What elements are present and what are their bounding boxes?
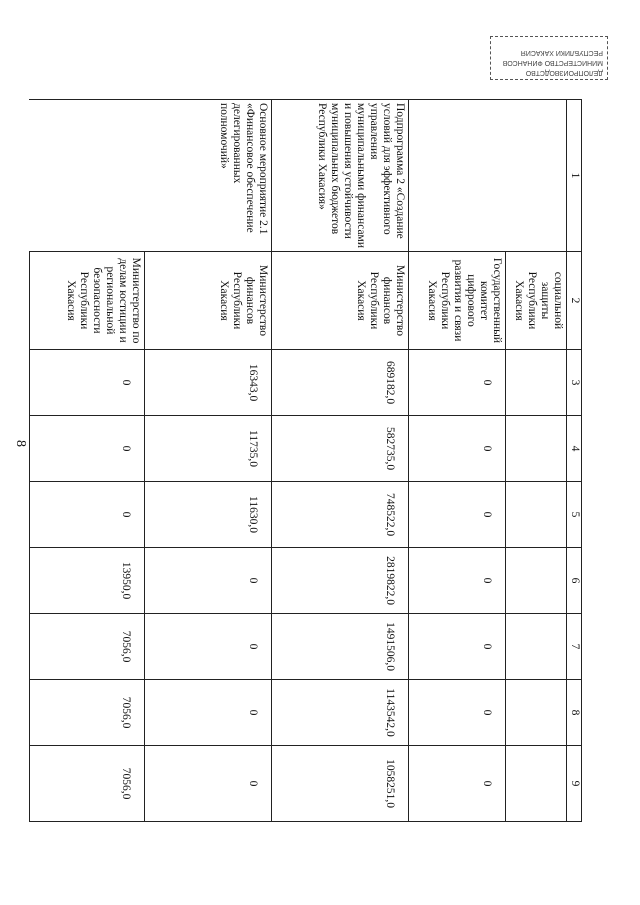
value-cell [506,680,567,746]
value-cell: 689182,0 [272,350,409,416]
value-cell: 0 [30,350,145,416]
column-header: 7 [567,614,582,680]
column-header: 8 [567,680,582,746]
program-name-cell: Подпрограмма 2 «Создание условий для эффективного управления муниципальными финансами и повышения устойчивости муниципальных бюджетов Республики Хакасия» [272,100,409,252]
column-header: 4 [567,416,582,482]
department-cell: Министерство финансов Республики Хакасия [272,252,409,350]
value-cell [506,548,567,614]
stamp-line: МИНИСТЕРСТВО ФИНАНСОВ [502,59,603,66]
page-number: 8 [13,440,28,447]
value-cell: 582735,0 [272,416,409,482]
value-cell: 0 [409,350,506,416]
value-cell [506,350,567,416]
department-cell: Государственный комитет цифрового развития и связи Республики Хакасия [409,252,506,350]
program-name-cell [409,100,567,252]
value-cell: 0 [409,416,506,482]
value-cell [506,614,567,680]
table-row [272,100,409,822]
value-cell: 0 [145,746,272,822]
value-cell: 1143542,0 [272,680,409,746]
financing-table-container [65,99,582,821]
value-cell: 0 [409,482,506,548]
registration-stamp [490,36,608,80]
value-cell: 7056,0 [30,680,145,746]
column-header: 5 [567,482,582,548]
value-cell: 13950,0 [30,548,145,614]
value-cell: 0 [30,482,145,548]
value-cell: 0 [30,416,145,482]
column-header: 1 [567,100,582,252]
column-header: 9 [567,746,582,822]
value-cell: 7056,0 [30,614,145,680]
value-cell: 1058251,0 [272,746,409,822]
value-cell: 0 [145,614,272,680]
column-header: 2 [567,252,582,350]
value-cell: 748522,0 [272,482,409,548]
value-cell: 0 [145,680,272,746]
column-header: 3 [567,350,582,416]
value-cell: 0 [409,680,506,746]
value-cell: 0 [409,548,506,614]
department-cell: Министерство финансов Республики Хакасия [145,252,272,350]
value-cell: 0 [409,746,506,822]
department-cell: Министерство по делам юстиции и региональной безопасности Республики Хакасия [30,252,145,350]
table-row [145,100,272,822]
table-row [506,100,567,822]
value-cell: 11735,0 [145,416,272,482]
value-cell [506,482,567,548]
value-cell: 11630,0 [145,482,272,548]
program-name-cell: Основное мероприятие 2.1 «Финансовое обеспечение делегированных полномочий» [30,100,272,252]
value-cell: 0 [145,548,272,614]
value-cell: 7056,0 [30,746,145,822]
financing-table [29,99,582,822]
value-cell [506,416,567,482]
value-cell: 0 [409,614,506,680]
header-row [567,100,582,822]
column-header: 6 [567,548,582,614]
value-cell: 1491506,0 [272,614,409,680]
value-cell [506,746,567,822]
value-cell: 2819822,0 [272,548,409,614]
department-cell: социальной защиты Республики Хакасия [506,252,567,350]
value-cell: 16343,0 [145,350,272,416]
stamp-line: РЕСПУБЛИКИ ХАКАСИЯ [520,49,603,56]
stamp-line: ДЕЛОПРОИЗВОДСТВО [525,69,603,76]
